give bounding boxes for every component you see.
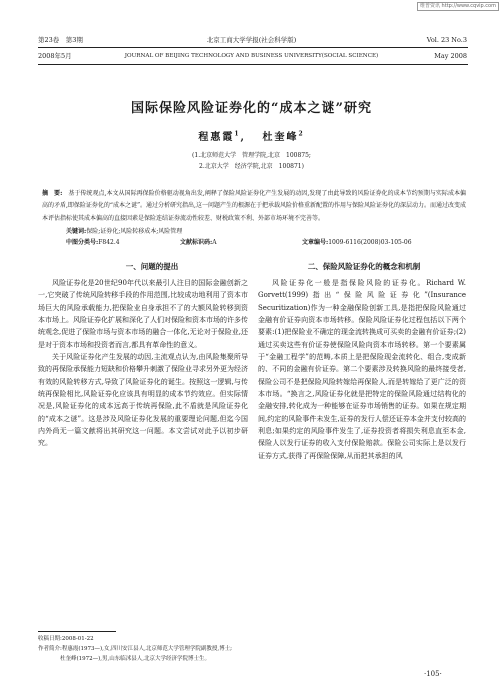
keywords-text: 保险;证券化;风险转移成本;风险管理 bbox=[86, 228, 183, 235]
document-code bbox=[180, 238, 217, 248]
date-cn: 2008年5月 bbox=[38, 52, 72, 60]
body-column-left bbox=[38, 277, 248, 450]
author-name: 杜奎峰 bbox=[262, 132, 299, 143]
keywords-label: 关键词: bbox=[66, 228, 87, 235]
clc-label: 中图分类号: bbox=[66, 239, 99, 246]
author-sup: 2 bbox=[298, 130, 305, 138]
author-name: 程惠霞 bbox=[198, 132, 235, 143]
author-sup: 1 bbox=[234, 130, 241, 138]
journal-name-cn: 北京工商大学学报(社会科学版) bbox=[206, 36, 297, 44]
watermark: 维普资讯 http://www.cqvip.com bbox=[417, 2, 499, 11]
section-heading-2: 二、保险风险证券化的概念和机制 bbox=[307, 262, 421, 271]
page-number: ·105· bbox=[424, 670, 442, 678]
article-number-label: 文章编号: bbox=[302, 239, 329, 246]
paragraph: 关于风险证券化产生发展的动因,主流观点认为,由风险集聚所导致的再保险承保能力短缺和价格攀升刺激了保险业寻求另外更为经济有效的风险转移方式,导致了风险证券化的诞生。按照这一逻辑,与传统再保险相比,风险证券化应该具有明显的成本节约效应。但实际情况是,风险证券化的成本远高于传统再保险,此不盾就是风险证券化的“成本之谜”。这是涉及风险证券化发展的重要理论问题,但迄今国内外尚无一篇文献将出其研究这一问题。本文尝试对此予以初步研究。 bbox=[38, 353, 248, 448]
header-rule-top bbox=[38, 47, 468, 48]
date-en: May 2008 bbox=[434, 52, 467, 60]
article-number-value: 1009-6116(2008)03-105-06 bbox=[328, 239, 412, 246]
footnote-rule bbox=[38, 631, 116, 632]
received-date: 收稿日期:2008-01-22 bbox=[38, 636, 94, 642]
clc-code bbox=[66, 238, 120, 248]
keywords bbox=[66, 227, 182, 237]
section-heading-1: 一、问题的提出 bbox=[125, 262, 179, 271]
affiliation: 2.北京大学 经济学院,北京 100871) bbox=[199, 163, 304, 170]
article-number bbox=[302, 238, 412, 248]
volume-issue-en: Vol. 23 No.3 bbox=[426, 36, 467, 44]
clc-value: F842.4 bbox=[98, 239, 120, 246]
author-line: 程惠霞$^1$, 杜奎峰$^2$ bbox=[198, 130, 305, 143]
header-rule-bottom bbox=[38, 64, 468, 65]
affiliation: (1.北京师范大学 管理学院,北京 100875; bbox=[192, 152, 311, 159]
journal-name-en: JOURNAL OF BEIJING TECHNOLOGY AND BUSINESS UNIVERSITY(SOCIAL SCIENCE) bbox=[124, 53, 379, 59]
document-code-value: A bbox=[212, 239, 217, 246]
abstract-text: 基于传统观点,本文从国际再保险价格驱动视角出发,阐释了保险风险证券化产生发展的动因,发现了由此导致的风险证券化的成本节约预期与实际成本偏高的矛盾,即保险证券化的“成本之谜”。通过分析研究指出,这一问题产生的根源在于把承载风险价格重新配置的作用与保险风险证券化的深层动力。而通过改变成本评估指标使其成本偏高的直接因素是保险连结证券流动性较差、财税政策不利、外部市场环境不完善等。 bbox=[42, 190, 466, 222]
article-title: 国际保险风险证券化的“成本之谜”研究 bbox=[131, 101, 372, 116]
author-bio: 杜奎峰(1972—),男,山东临沭县人,北京大学经济学院博士生。 bbox=[60, 656, 211, 662]
volume-issue-cn: 第23卷 第3期 bbox=[38, 36, 83, 44]
paragraph: 风险证券化是20世纪90年代以来最引人注目的国际金融创新之一,它突破了传统风险转移手段的作用范围,比较成功地利用了资本市场巨大的风险承载能力,把保险业自身承担不了的大额风险转移到资本市场上。风险证券化扩展和深化了人们对保险和资本市场的许多传统观念,促进了保险市场与资本市场的融合一体化,无论对于保险业,还是对于资本市场和投资者而言,都具有革命性的意义。 bbox=[38, 279, 248, 349]
footnotes bbox=[38, 634, 338, 664]
abstract bbox=[42, 188, 466, 225]
abstract-label: 摘 要: bbox=[42, 190, 63, 197]
body-column-right bbox=[258, 277, 466, 462]
author-bio: 作者简介:程惠霞(1973—),女,四川安江县人,北京师范大学管理学院副教授,博士; bbox=[38, 646, 232, 652]
paragraph: 风险证券化一般是指保险风险的证券化。Richard W. Gorvett(1999)指出“保险风险证券化”(Insurance Securitization)作为一种金融保险创新工具,是指把保险风险通过金融有价证券向资本市场转移。保险风险证券化过程包括以下两个要素:(1)把保险业不确定的现金流转换成可买卖的金融有价证券;(2)通过买卖这些有价证券使保险风险向资本市场转移。第一个要素属于“金融工程学”的范畴,本质上是把保险现金流转化、组合,变成新的、不同的金融有价证券。第二个要素涉及转换风险的最终接受者,保险公司不是把保险风险转嫁给再保险人,而是转嫁给了更广泛的资本市场。“换言之,风险证券化就是把特定的保险风险通过结构化的金融安排,转化成为一种能够在证券市场销售的证券。如果在规定期间,约定的风险事件未发生,证券的发行人偿还证券本金并支付较高的利息;如果约定的风险事件发生了,证券投资者将损失利息直至本金,保险人以发行证券的收入支付保险赔款。保险公司实际上是以发行证券方式,获得了再保险保障,从而把其承担的风 bbox=[258, 279, 466, 460]
document-code-label: 文献标识码: bbox=[180, 239, 213, 246]
